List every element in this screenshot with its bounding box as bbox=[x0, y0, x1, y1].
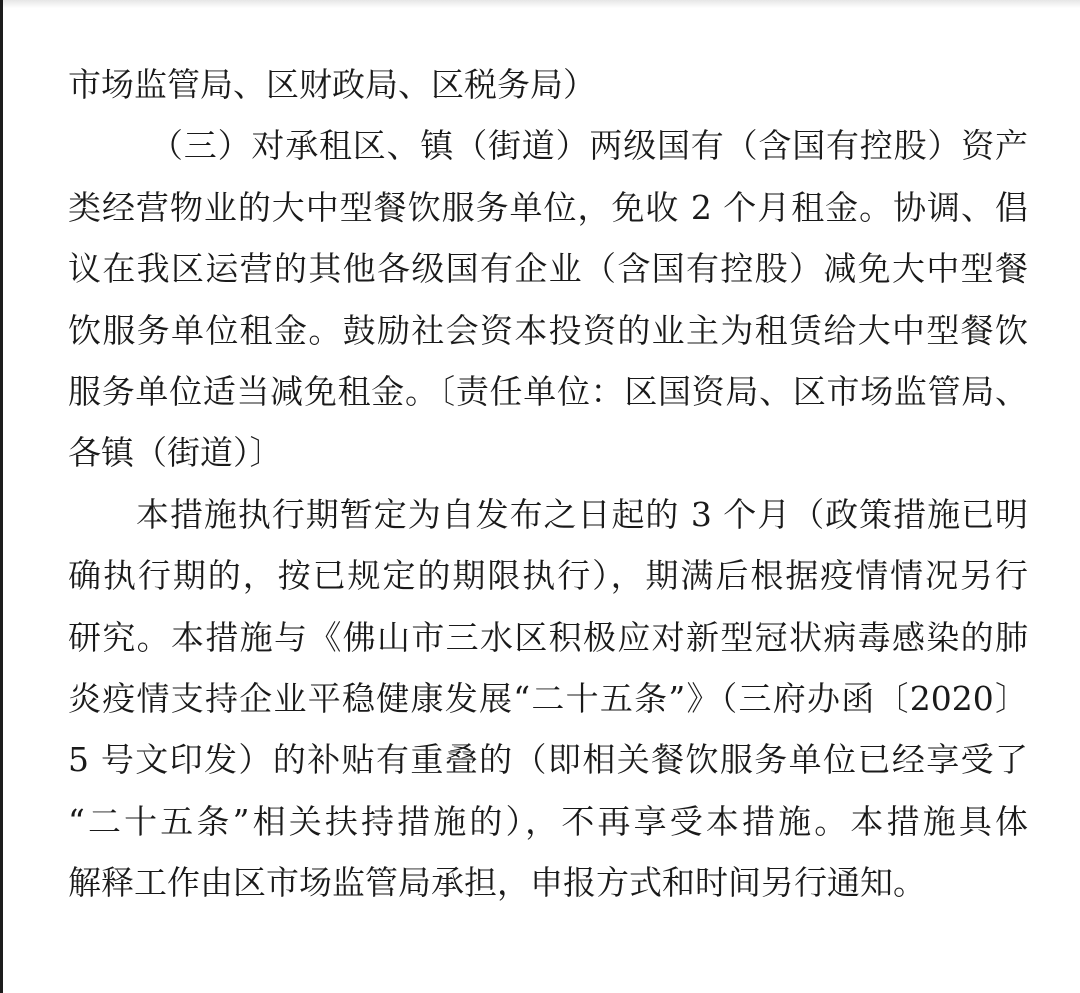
text-line-9: 确执行期的，按已规定的期限执行），期满后根据疫情情况另行 bbox=[68, 556, 1028, 596]
text-line-3: 类经营物业的大中型餐饮服务单位，免收 2 个月租金。协调、倡 bbox=[68, 187, 1028, 227]
text-line-10: 研究。本措施与《佛山市三水区积极应对新型冠状病毒感染的肺 bbox=[68, 617, 1028, 657]
text-line-5: 饮服务单位租金。鼓励社会资本投资的业主为租赁给大中型餐饮 bbox=[68, 310, 1028, 350]
text-line-13: “二十五条”相关扶持措施的），不再享受本措施。本措施具体 bbox=[68, 801, 1028, 841]
page-top-shadow bbox=[3, 0, 1080, 8]
text-line-14: 解释工作由区市场监管局承担，申报方式和时间另行通知。 bbox=[68, 863, 926, 903]
document-body bbox=[68, 54, 1028, 913]
text-line-6: 服务单位适当减免租金。〔责任单位：区国资局、区市场监管局、 bbox=[68, 371, 1028, 411]
text-line-12: 5 号文印发）的补贴有重叠的（即相关餐饮服务单位已经享受了 bbox=[68, 740, 1028, 780]
text-line-8: 本措施执行期暂定为自发布之日起的 3 个月（政策措施已明 bbox=[136, 494, 1028, 534]
text-line-4: 议在我区运营的其他各级国有企业（含国有控股）减免大中型餐 bbox=[68, 249, 1028, 289]
text-line-7: 各镇（街道）〕 bbox=[68, 433, 283, 473]
text-line-11: 炎疫情支持企业平稳健康发展“二十五条”》（三府办函〔2020〕 bbox=[68, 678, 1028, 718]
page-left-border bbox=[0, 0, 3, 993]
text-line-2: （三）对承租区、镇（街道）两级国有（含国有控股）资产 bbox=[150, 126, 1028, 166]
text-line-1: 市场监管局、区财政局、区税务局） bbox=[68, 65, 596, 104]
